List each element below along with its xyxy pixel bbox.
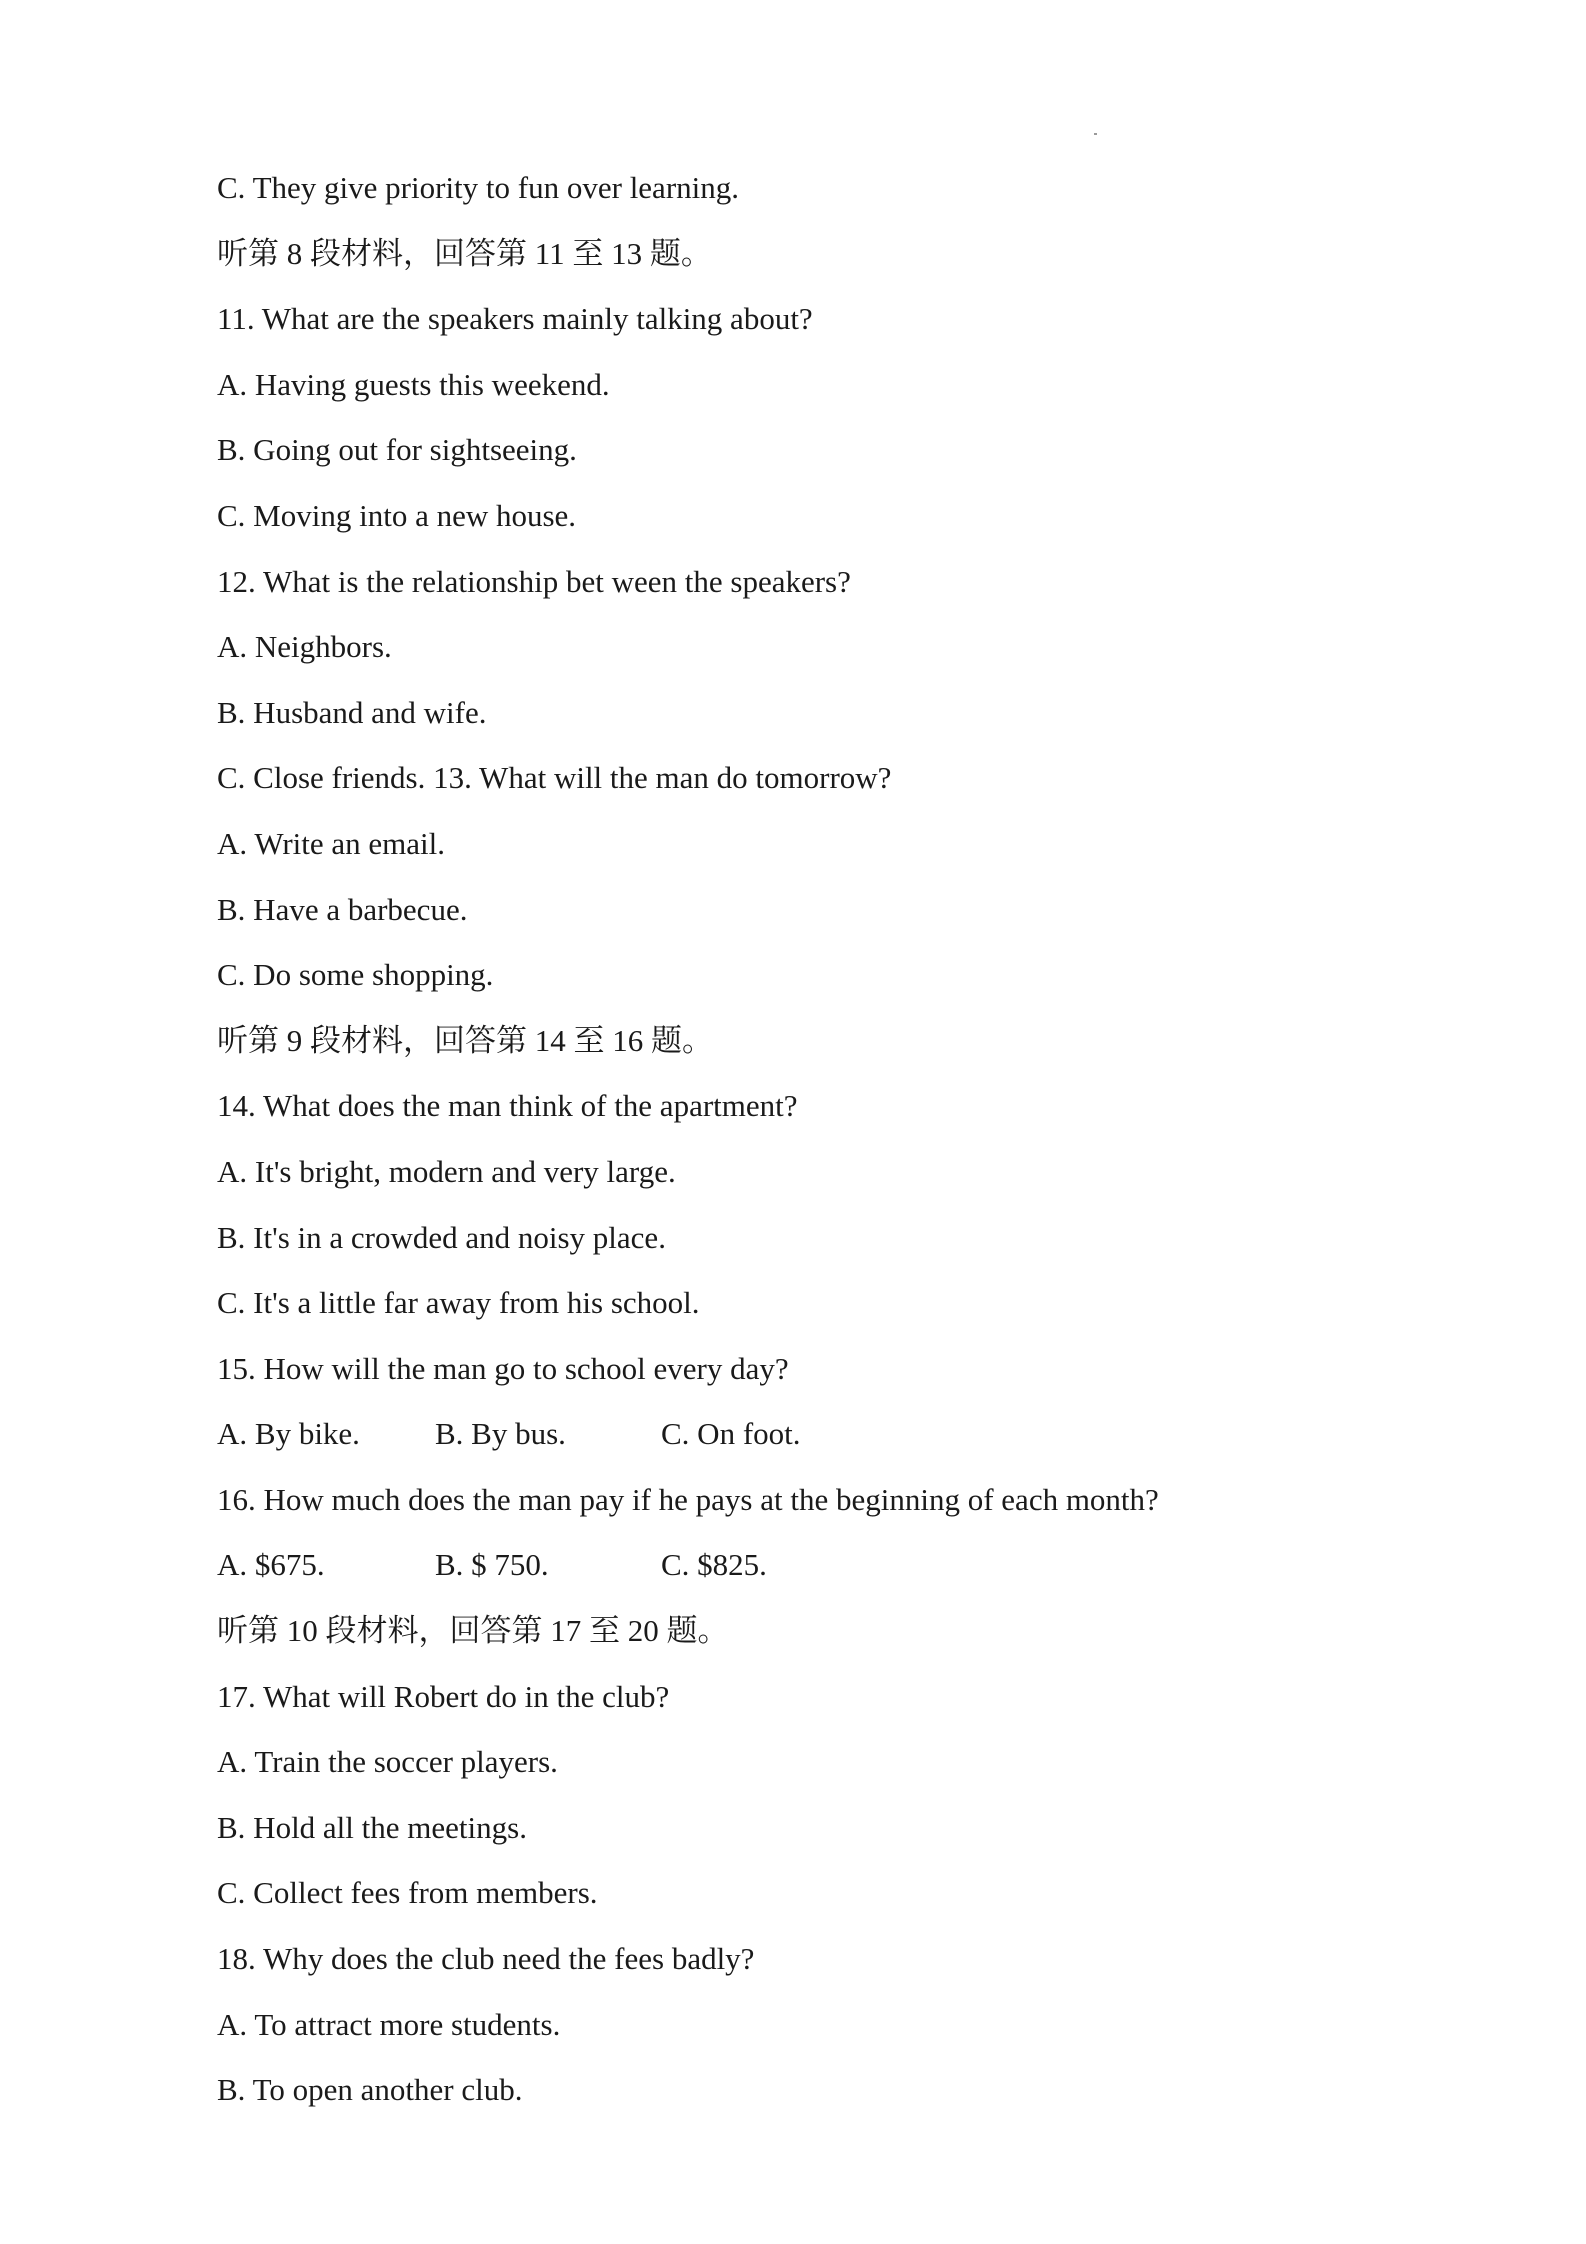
q10-option-c: C. They give priority to fun over learning. bbox=[217, 170, 740, 205]
q16-option-c: C. $825. bbox=[661, 1547, 767, 1583]
q18-question: 18. Why does the club need the fees badly? bbox=[217, 1941, 755, 1977]
section-10-instruction: 听第 10 段材料，回答第 17 至 20 题。 bbox=[217, 1613, 729, 1649]
scan-artifact-dot bbox=[1094, 133, 1097, 135]
q14-option-c: C. It's a little far away from his school. bbox=[217, 1285, 700, 1321]
q14-option-a: A. It's bright, modern and very large. bbox=[217, 1153, 676, 1189]
q15-option-b: B. By bus. bbox=[435, 1416, 566, 1452]
q11-option-b: B. Going out for sightseeing. bbox=[217, 432, 577, 468]
q17-option-c: C. Collect fees from members. bbox=[217, 1875, 598, 1911]
q14-option-b: B. It's in a crowded and noisy place. bbox=[217, 1219, 666, 1255]
q13-option-c: C. Do some shopping. bbox=[217, 957, 494, 993]
q16-question: 16. How much does the man pay if he pays at the beginning of each month? bbox=[217, 1481, 1159, 1517]
q15-option-a: A. By bike. bbox=[217, 1416, 360, 1452]
q17-option-a: A. Train the soccer players. bbox=[217, 1744, 558, 1780]
q12-option-c-and-q13-question: C. Close friends. 13. What will the man do tomorrow? bbox=[217, 760, 892, 796]
q11-option-c: C. Moving into a new house. bbox=[217, 497, 577, 533]
section-8-instruction: 听第 8 段材料，回答第 11 至 13 题。 bbox=[217, 235, 712, 271]
q11-question: 11. What are the speakers mainly talking about? bbox=[217, 301, 813, 337]
q16-options-row bbox=[217, 1532, 1447, 1598]
q12-option-a: A. Neighbors. bbox=[217, 629, 392, 665]
q17-question: 17. What will Robert do in the club? bbox=[217, 1678, 670, 1714]
q17-option-b: B. Hold all the meetings. bbox=[217, 1809, 527, 1845]
q13-option-a: A. Write an email. bbox=[217, 825, 446, 861]
q12-question: 12. What is the relationship bet ween the speakers? bbox=[217, 563, 851, 599]
q15-question: 15. How will the man go to school every day? bbox=[217, 1350, 789, 1386]
q15-option-c: C. On foot. bbox=[661, 1416, 801, 1452]
q18-option-b: B. To open another club. bbox=[217, 2072, 523, 2108]
q18-option-a: A. To attract more students. bbox=[217, 2006, 561, 2042]
q11-option-a: A. Having guests this weekend. bbox=[217, 366, 610, 402]
q13-option-b: B. Have a barbecue. bbox=[217, 891, 468, 927]
section-9-instruction: 听第 9 段材料，回答第 14 至 16 题。 bbox=[217, 1022, 713, 1058]
q15-options-row bbox=[217, 1401, 1447, 1467]
q14-question: 14. What does the man think of the apartment? bbox=[217, 1088, 798, 1124]
exam-text-column bbox=[217, 155, 1447, 2123]
q16-option-a: A. $675. bbox=[217, 1547, 325, 1583]
q16-option-b: B. $ 750. bbox=[435, 1547, 549, 1583]
q12-option-b: B. Husband and wife. bbox=[217, 694, 487, 730]
